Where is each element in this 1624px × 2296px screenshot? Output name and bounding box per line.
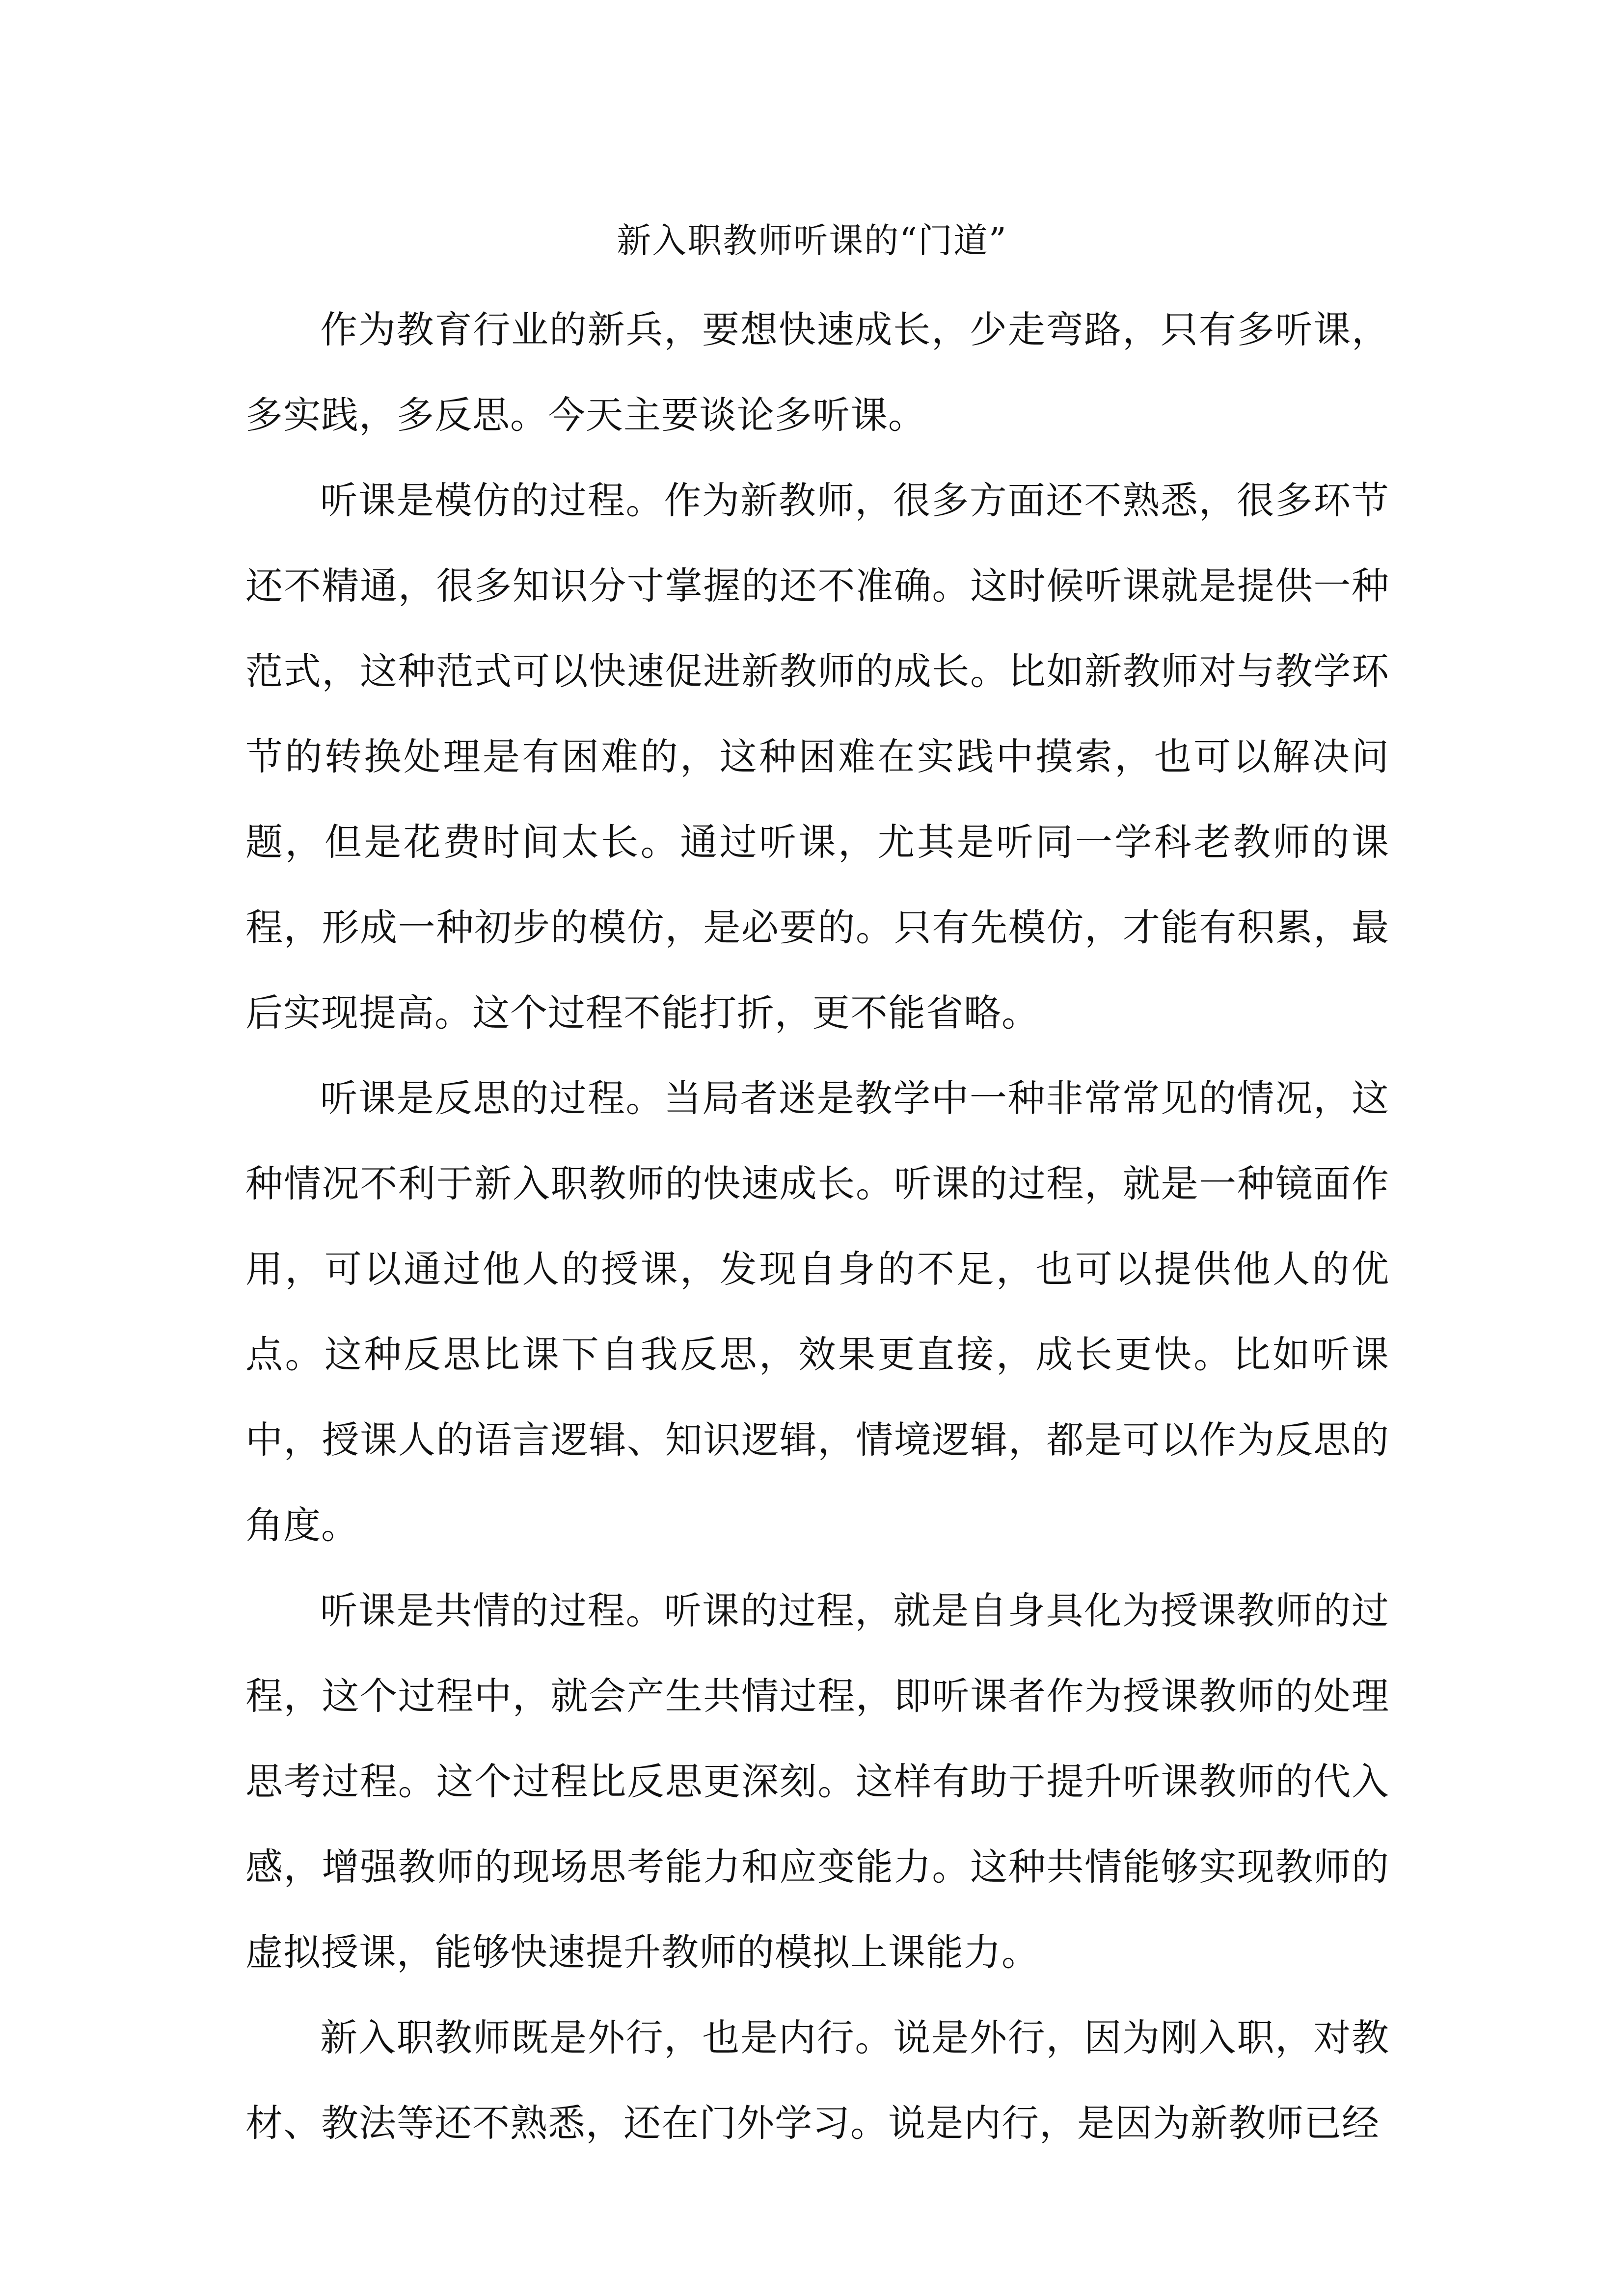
- paragraph-empathy: 听课是共情的过程。听课的过程，就是自身具化为授课教师的过程，这个过程中，就会产生共情过程，即听课者作为授课教师的处理思考过程。这个过程比反思更深刻。这样有助于提升听课教师的代入感，增强教师的现场思考能力和应变能力。这种共情能够实现教师的虚拟授课，能够快速提升教师的模拟上课能力。: [245, 1589, 1389, 1974]
- paragraph-reflection: 听课是反思的过程。当局者迷是教学中一种非常常见的情况，这种情况不利于新入职教师的快速成长。听课的过程，就是一种镜面作用，可以通过他人的授课，发现自身的不足，也可以提供他人的优点。这种反思比课下自我反思，效果更直接，成长更快。比如听课中，授课人的语言逻辑、知识逻辑，情境逻辑，都是可以作为反思的角度。: [245, 1076, 1389, 1547]
- paragraph-imitation: 听课是模仿的过程。作为新教师，很多方面还不熟悉，很多环节还不精通，很多知识分寸掌握的还不准确。这时候听课就是提供一种范式，这种范式可以快速促进新教师的成长。比如新教师对与教学环节的转换处理是有困难的，这种困难在实践中摸索，也可以解决问题，但是花费时间太长。通过听课，尤其是听同一学科老教师的课程，形成一种初步的模仿，是必要的。只有先模仿，才能有积累，最后实现提高。这个过程不能打折，更不能省略。: [245, 479, 1389, 1035]
- paragraph-outsider-insider: 新入职教师既是外行，也是内行。说是外行，因为刚入职，对教材、教法等还不熟悉，还在门外学习。说是内行，是因为新教师已经: [245, 2016, 1389, 2145]
- paragraph-intro: 作为教育行业的新兵，要想快速成长，少走弯路，只有多听课，多实践，多反思。今天主要谈论多听课。: [245, 308, 1389, 437]
- document-body: [245, 287, 1389, 2166]
- document-title: 新入职教师听课的“门道”: [617, 220, 1007, 261]
